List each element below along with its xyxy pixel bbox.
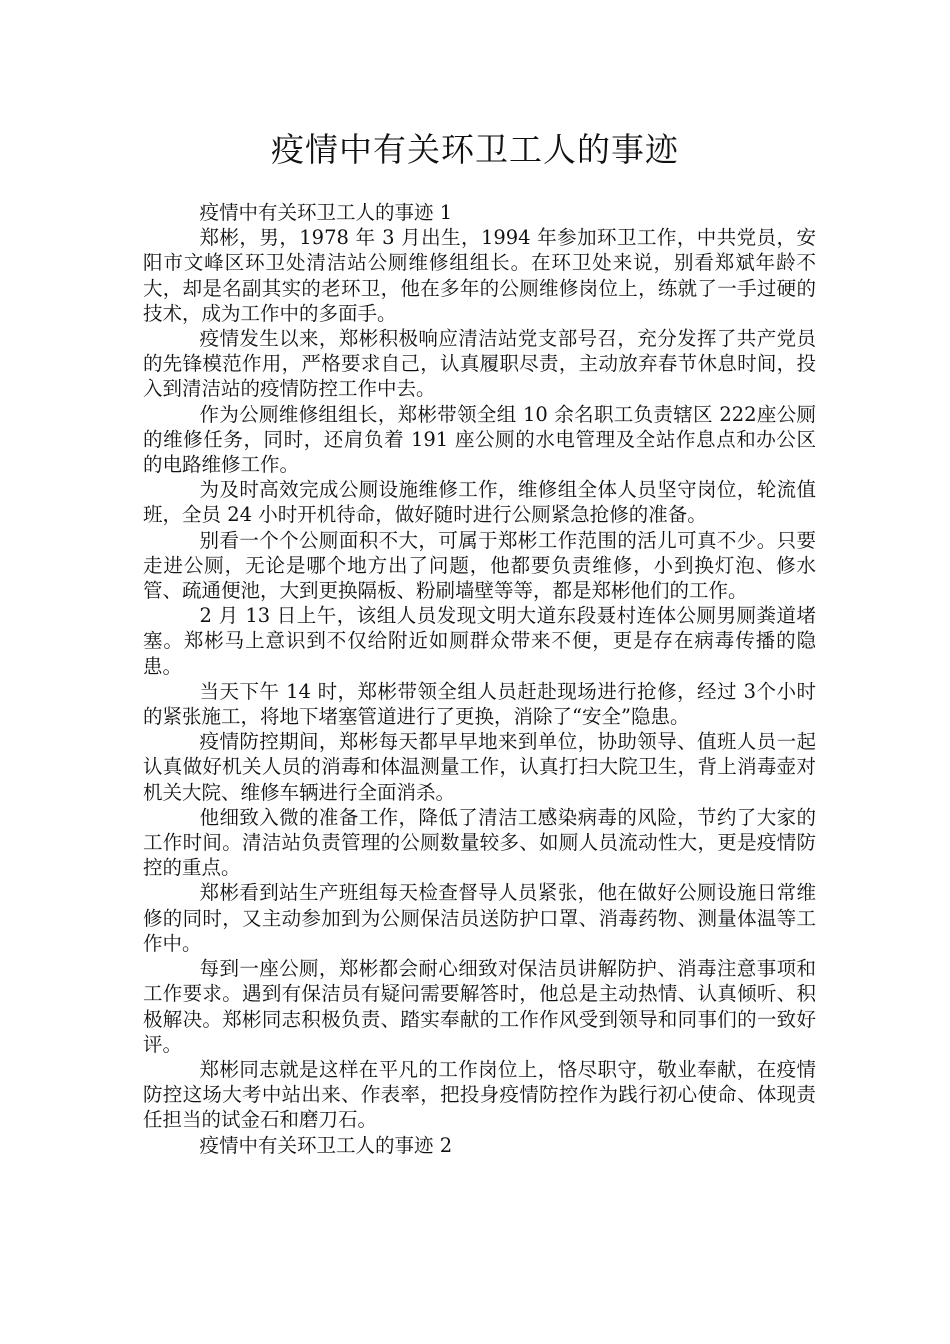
paragraph: 作为公厕维修组组长，郑彬带领全组 10 余名职工负责辖区 222座公厕的维修任务，同时，还肩负着 191 座公厕的水电管理及全站作息点和办公区的电路维修工作。: [143, 402, 816, 477]
section-heading-2: 疫情中有关环卫工人的事迹 2: [199, 1133, 453, 1157]
paragraph: 疫情防控期间，郑彬每天都早早地来到单位，协助领导、值班人员一起认真做好机关人员的消毒和体温测量工作，认真打扫大院卫生，背上消毒壶对机关大院、维修车辆进行全面消杀。: [143, 730, 816, 804]
paragraph: 疫情发生以来，郑彬积极响应清洁站党支部号召，充分发挥了共产党员的先锋模范作用，严格要求自己，认真履职尽责，主动放弃春节休息时间，投入到清洁站的疫情防控工作中去。: [143, 327, 816, 401]
paragraph: 当天下午 14 时，郑彬带领全组人员赶赴现场进行抢修，经过 3个小时的紧张施工，将地下堵塞管道进行了更换，消除了“安全”隐患。: [143, 679, 816, 729]
paragraph: 郑彬同志就是这样在平凡的工作岗位上，恪尽职守，敬业奉献，在疫情防控这场大考中站出来、作表率，把投身疫情防控作为践行初心使命、体现责任担当的试金石和磨刀石。: [143, 1057, 816, 1132]
document-title: 疫情中有关环卫工人的事迹: [271, 130, 679, 169]
section-heading-1: 疫情中有关环卫工人的事迹 1: [199, 201, 453, 224]
document-body: [143, 200, 816, 1158]
paragraph: 每到一座公厕，郑彬都会耐心细致对保洁员讲解防护、消毒注意事项和工作要求。遇到有保洁员有疑问需要解答时，他总是主动热情、认真倾听、积极解决。郑彬同志积极负责、踏实奉献的工作作风受到领导和同事们的一致好评。: [143, 957, 816, 1056]
paragraph: 他细致入微的准备工作，降低了清洁工感染病毒的风险，节约了大家的工作时间。清洁站负责管理的公厕数量较多、如厕人员流动性大，更是疫情防控的重点。: [143, 805, 816, 880]
paragraph: 郑彬看到站生产班组每天检查督导人员紧张，他在做好公厕设施日常维修的同时，又主动参加到为公厕保洁员送防护口罩、消毒药物、测量体温等工作中。: [143, 881, 816, 955]
paragraph: 别看一个个公厕面积不大，可属于郑彬工作范围的活儿可真不少。只要走进公厕，无论是哪个地方出了问题，他都要负责维修，小到换灯泡、修水管、疏通便池，大到更换隔板、粉刷墙壁等等，都是郑彬他们的工作。: [143, 528, 816, 603]
paragraph: 2 月 13 日上午，该组人员发现文明大道东段聂村连体公厕男厕粪道堵塞。郑彬马上意识到不仅给附近如厕群众带来不便，更是存在病毒传播的隐患。: [143, 604, 816, 678]
paragraph: 郑彬，男，1978 年 3 月出生，1994 年参加环卫工作，中共党员，安阳市文峰区环卫处清洁站公厕维修组组长。在环卫处来说，别看郑斌年龄不大，却是名副其实的老环卫，他在多年的公厕维修岗位上，练就了一手过硬的技术，成为工作中的多面手。: [143, 226, 816, 325]
paragraph: 为及时高效完成公厕设施维修工作，维修组全体人员坚守岗位，轮流值班，全员 24 小时开机待命，做好随时进行公厕紧急抢修的准备。: [143, 478, 816, 527]
